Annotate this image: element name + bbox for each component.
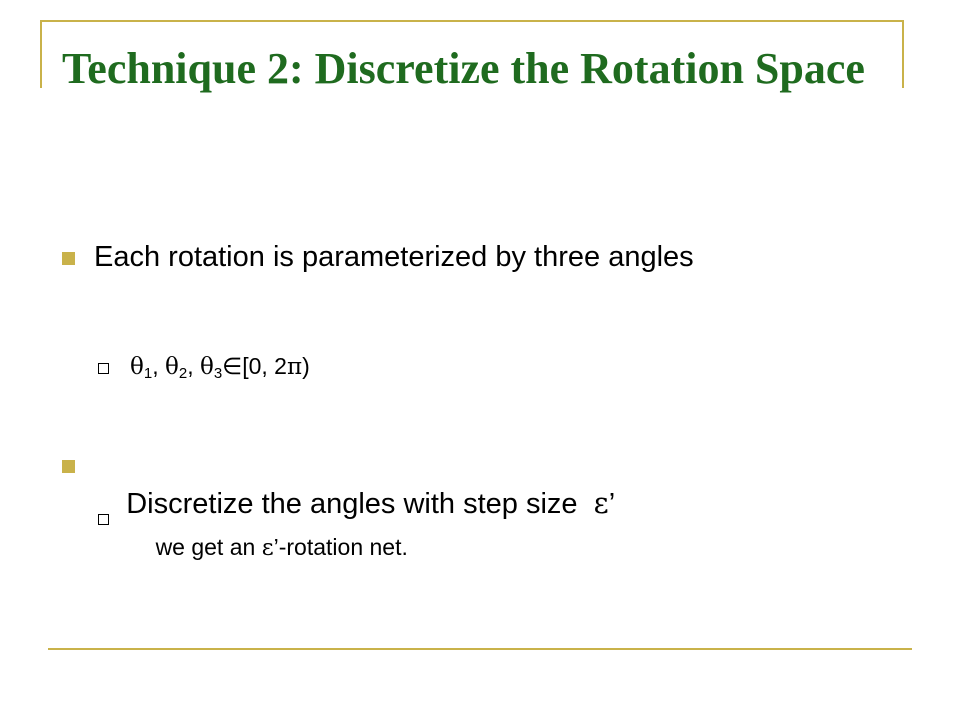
bullet-2-text: Discretize the angles with step size ε’ bbox=[126, 486, 616, 520]
bullet-1-sub-1: $\theta_1$, $\theta_2$, $\theta_3\in[0$, 2π) bbox=[130, 353, 310, 382]
sub-bullet-square-icon bbox=[98, 514, 109, 525]
bullet-square-icon bbox=[62, 252, 75, 265]
bullet-2-sub-1: we get an ε’-rotation net. bbox=[155, 534, 408, 561]
bullet-square-icon bbox=[62, 460, 75, 473]
sub-bullet-square-icon bbox=[98, 363, 109, 374]
bullet-1-text: Each rotation is parameterized by three angles bbox=[94, 241, 694, 273]
slide-title: Technique 2: Discretize the Rotation Space bbox=[62, 44, 865, 93]
